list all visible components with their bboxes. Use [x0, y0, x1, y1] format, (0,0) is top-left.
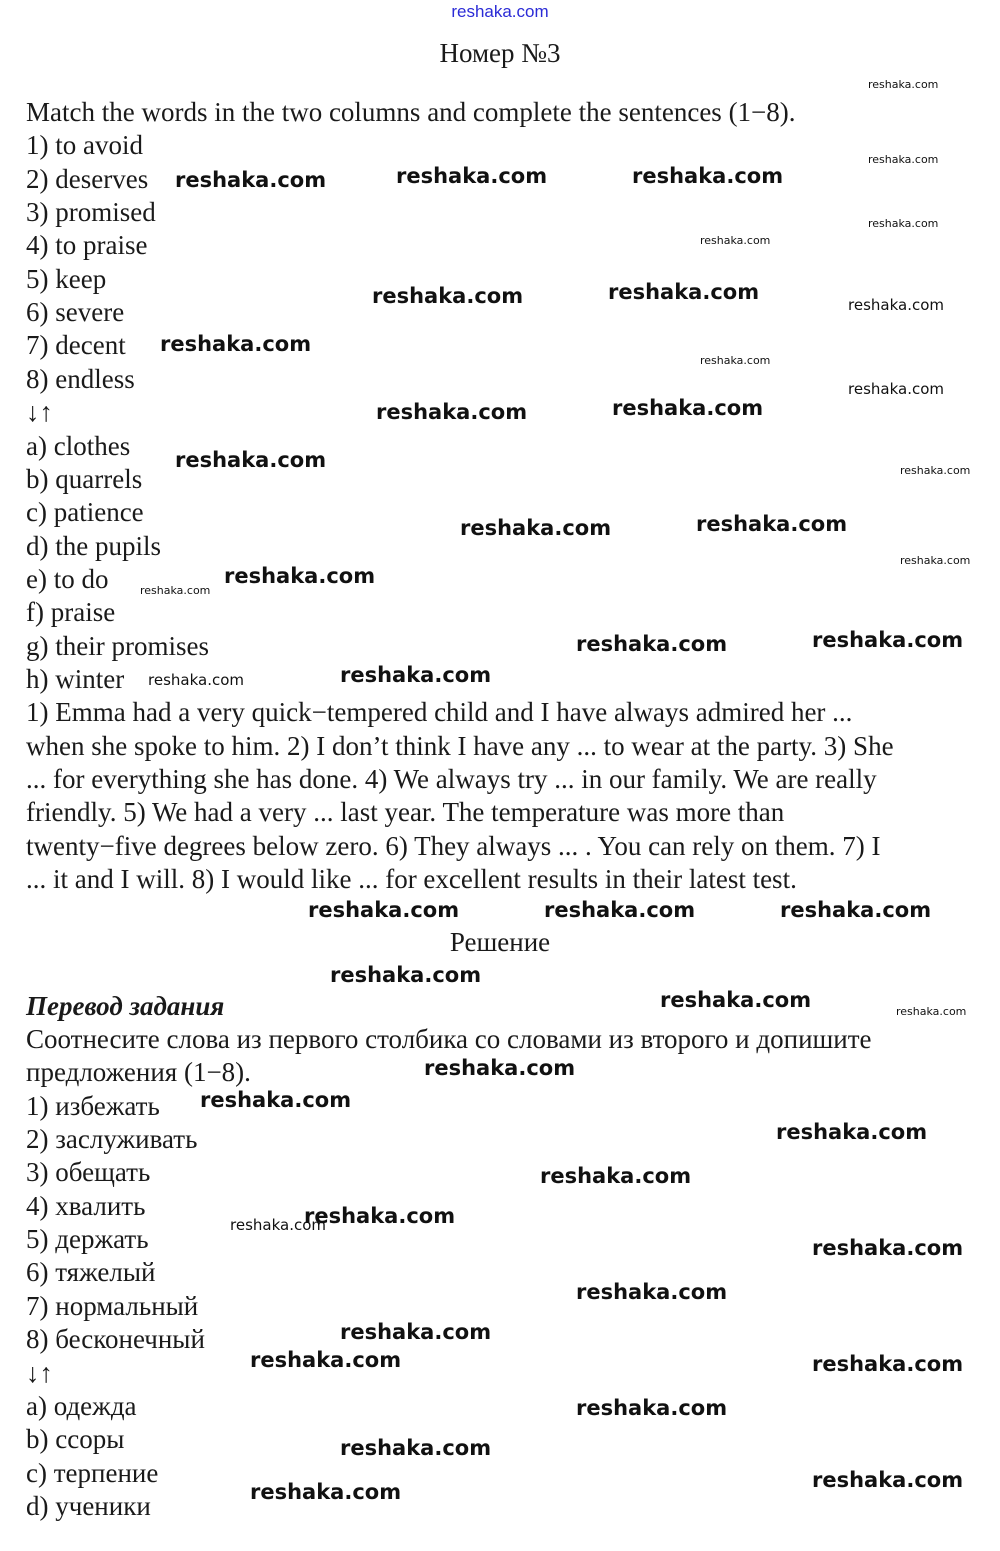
watermark: reshaka.com — [812, 1467, 964, 1492]
text-line: b) ссоры — [26, 1424, 125, 1455]
text-line: 5) держать — [26, 1224, 149, 1255]
text-line: a) одежда — [26, 1390, 137, 1421]
watermark: reshaka.com — [612, 395, 764, 420]
watermark: reshaka.com — [700, 353, 771, 367]
watermark: reshaka.com — [632, 163, 784, 188]
watermark: reshaka.com — [868, 216, 939, 230]
watermark: reshaka.com — [848, 295, 944, 314]
text-line: 1) избежать — [26, 1090, 160, 1121]
watermark: reshaka.com — [544, 897, 696, 922]
watermark: reshaka.com — [608, 279, 760, 304]
text-line: ↓↑ — [26, 397, 53, 428]
text-line: предложения (1−8). — [26, 1057, 251, 1088]
text-line: e) to do — [26, 563, 109, 594]
text-line: d) the pupils — [26, 530, 161, 561]
watermark: reshaka.com — [175, 167, 327, 192]
text-line: 6) тяжелый — [26, 1257, 156, 1288]
watermark: reshaka.com — [175, 447, 327, 472]
watermark: reshaka.com — [372, 283, 524, 308]
watermark: reshaka.com — [812, 627, 964, 652]
text-line: 4) to praise — [26, 230, 148, 261]
text-line: ↓↑ — [26, 1357, 53, 1388]
translation-heading: Перевод задания — [26, 991, 225, 1021]
text-line: 8) бесконечный — [26, 1324, 205, 1355]
text-line: 7) нормальный — [26, 1290, 199, 1321]
watermark: reshaka.com — [868, 152, 939, 166]
text-line: g) their promises — [26, 630, 209, 661]
watermark: reshaka.com — [304, 1203, 456, 1228]
text-line: h) winter — [26, 663, 125, 694]
text-line: 3) обещать — [26, 1157, 151, 1188]
site-link[interactable]: reshaka.com — [451, 2, 549, 21]
watermark: reshaka.com — [576, 631, 728, 656]
text-line: Match the words in the two columns and complete the sentences (1−8). — [26, 97, 796, 127]
text-line: f) praise — [26, 597, 116, 628]
text-line: 3) promised — [26, 197, 156, 228]
text-line: 5) keep — [26, 263, 107, 294]
watermark: reshaka.com — [148, 670, 244, 689]
watermark: reshaka.com — [340, 1435, 492, 1460]
watermark: reshaka.com — [848, 379, 944, 398]
watermark: reshaka.com — [250, 1347, 402, 1372]
text-line: d) ученики — [26, 1490, 151, 1521]
solution-heading: Решение — [449, 927, 551, 957]
watermark: reshaka.com — [776, 1119, 928, 1144]
watermark: reshaka.com — [160, 331, 312, 356]
watermark: reshaka.com — [868, 77, 939, 91]
text-line: ... it and I will. 8) I would like ... for excellent results in their latest test. — [26, 864, 797, 895]
watermark: reshaka.com — [330, 962, 482, 987]
text-line: c) patience — [26, 497, 144, 528]
watermark: reshaka.com — [140, 583, 211, 597]
page-title: Номер №3 — [439, 38, 561, 68]
watermark: reshaka.com — [424, 1055, 576, 1080]
watermark: reshaka.com — [576, 1279, 728, 1304]
watermark: reshaka.com — [700, 233, 771, 247]
watermark: reshaka.com — [224, 563, 376, 588]
watermark: reshaka.com — [308, 897, 460, 922]
watermark: reshaka.com — [660, 987, 812, 1012]
watermark: reshaka.com — [900, 463, 971, 477]
text-line: 1) Emma had a very quick−tempered child and I have always admired her ... — [26, 697, 853, 728]
watermark: reshaka.com — [576, 1395, 728, 1420]
text-line: 2) deserves — [26, 163, 149, 194]
watermark: reshaka.com — [200, 1087, 352, 1112]
text-line: a) clothes — [26, 430, 131, 461]
watermark: reshaka.com — [812, 1351, 964, 1376]
watermark: reshaka.com — [396, 163, 548, 188]
watermark: reshaka.com — [896, 1004, 967, 1018]
text-line: 4) хвалить — [26, 1190, 146, 1221]
watermark: reshaka.com — [696, 511, 848, 536]
text-line: ... for everything she has done. 4) We always try ... in our family. We are really — [26, 764, 877, 794]
text-line: 1) to avoid — [26, 130, 143, 161]
watermark: reshaka.com — [340, 662, 492, 687]
text-line: when she spoke to him. 2) I don’t think I have any ... to wear at the party. 3) She — [26, 730, 894, 761]
text-line: 8) endless — [26, 363, 135, 394]
text-line: Соотнесите слова из первого столбика со словами из второго и допишите — [26, 1024, 872, 1054]
text-line: twenty−five degrees below zero. 6) They always ... . You can rely on them. 7) I — [26, 830, 881, 861]
watermark: reshaka.com — [340, 1319, 492, 1344]
watermark: reshaka.com — [812, 1235, 964, 1260]
watermark: reshaka.com — [230, 1215, 326, 1234]
watermark: reshaka.com — [250, 1479, 402, 1504]
text-line: c) терпение — [26, 1457, 159, 1488]
text-line: friendly. 5) We had a very ... last year. The temperature was more than — [26, 797, 785, 828]
text-line: b) quarrels — [26, 463, 143, 494]
text-line: 2) заслуживать — [26, 1124, 198, 1155]
watermark: reshaka.com — [780, 897, 932, 922]
watermark: reshaka.com — [900, 553, 971, 567]
watermark: reshaka.com — [540, 1163, 692, 1188]
text-line: 7) decent — [26, 330, 126, 361]
text-line: 6) severe — [26, 297, 125, 328]
watermark: reshaka.com — [460, 515, 612, 540]
watermark: reshaka.com — [376, 399, 528, 424]
